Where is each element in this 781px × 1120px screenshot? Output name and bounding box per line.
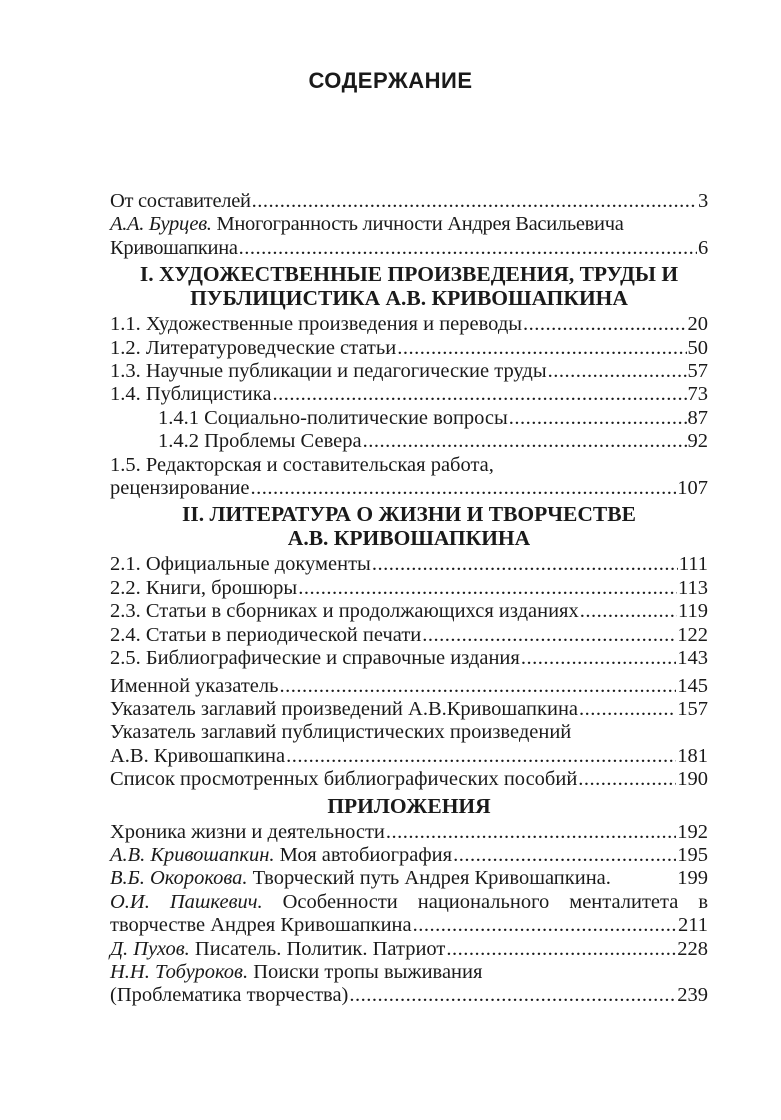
page-number: 122: [677, 623, 708, 646]
entry-title: 1.3. Научные публикации и педагогические труды: [110, 360, 547, 383]
dot-leader: [422, 624, 676, 647]
entry-title: 2.4. Статьи в периодической печати: [110, 623, 422, 646]
page-number: 181: [677, 744, 708, 767]
toc-entry-line: [110, 313, 708, 336]
dot-leader: [523, 313, 686, 336]
page-number: 113: [678, 576, 708, 599]
entry-title: Список просмотренных библиографических пособий: [110, 768, 578, 791]
toc-entry[interactable]: [110, 891, 708, 938]
entry-title: 1.4. Публицистика: [110, 383, 272, 406]
entry-title: 2.3. Статьи в сборниках и продолжающихся изданиях: [110, 600, 579, 623]
entry-title: 1.4.2 Проблемы Севера: [158, 430, 362, 453]
toc-entry[interactable]: [110, 190, 708, 213]
dot-leader: [580, 600, 677, 623]
toc-entry-line: [110, 891, 708, 914]
toc-entry-line: [110, 553, 708, 576]
entry-title: А.В. Кривошапкина: [110, 744, 286, 767]
section-heading: ПРИЛОЖЕНИЯ: [327, 793, 491, 818]
toc-entry[interactable]: [110, 407, 708, 430]
page-number: 6: [698, 236, 708, 259]
page-number: 195: [677, 843, 708, 866]
dot-leader: [509, 407, 687, 430]
entry-title: 2.5. Библиографические и справочные издания: [110, 647, 520, 670]
dot-leader: [386, 821, 676, 844]
toc-entry-line: [110, 721, 708, 744]
dot-leader: [578, 768, 676, 791]
page-number: 3: [698, 190, 708, 212]
dot-leader: [286, 745, 676, 768]
toc-entry-line: [110, 647, 708, 670]
page-number: 143: [677, 647, 708, 670]
dot-leader: [349, 984, 676, 1007]
page-number: 192: [677, 820, 708, 843]
toc-entry[interactable]: [110, 553, 708, 576]
section-heading: ПУБЛИЦИСТИКА А.В. КРИВОШАПКИНА: [190, 286, 628, 311]
toc-entry-line: [110, 600, 708, 623]
dot-leader: [252, 190, 697, 213]
dot-leader: [363, 430, 687, 453]
toc-entry-line: [110, 237, 708, 260]
entry-title: Указатель заглавий публицистических произведений: [110, 721, 572, 744]
toc-entry-line: [110, 768, 708, 791]
dot-leader: [611, 867, 677, 890]
toc-entry[interactable]: [110, 213, 708, 260]
entry-author: Н.Н. Тобуроков.: [110, 960, 249, 983]
toc-entry-line: [110, 675, 708, 698]
toc-entry-line: [110, 698, 708, 721]
dot-leader: [397, 337, 686, 360]
toc-entry-line: [110, 961, 708, 984]
dot-leader: [579, 698, 676, 721]
toc-entry[interactable]: [110, 313, 708, 336]
toc-entry-line: [110, 337, 708, 360]
toc-entry[interactable]: [110, 360, 708, 383]
entry-author: О.И. Пашкевич.: [110, 890, 263, 913]
toc-entry[interactable]: [110, 844, 708, 867]
page-title: СОДЕРЖАНИЕ: [308, 68, 473, 93]
page-number: 57: [687, 360, 708, 383]
toc-entry[interactable]: [110, 454, 708, 501]
entry-title: творчестве Андрея Кривошапкина: [110, 914, 412, 937]
section-heading: I. ХУДОЖЕСТВЕННЫЕ ПРОИЗВЕДЕНИЯ, ТРУДЫ И: [139, 262, 679, 287]
table-of-contents: [110, 190, 708, 1008]
page-number: 145: [677, 674, 708, 697]
dot-leader: [239, 237, 697, 260]
toc-entry[interactable]: [110, 600, 708, 623]
toc-entry[interactable]: [110, 961, 708, 1008]
entry-title: Творческий путь Андрея Кривошапкина.: [252, 867, 611, 890]
dot-leader: [521, 647, 676, 670]
toc-entry[interactable]: [110, 698, 708, 721]
dot-leader: [413, 914, 677, 937]
dot-leader: [298, 577, 677, 600]
toc-entry[interactable]: [110, 624, 708, 647]
toc-entry-line: [110, 360, 708, 383]
page-number: 50: [687, 336, 708, 359]
entry-title: 1.5. Редакторская и составительская работа,: [110, 453, 494, 476]
page-number: 111: [678, 553, 708, 576]
toc-entry-line: [110, 454, 708, 477]
toc-entry-line: [110, 624, 708, 647]
toc-entry[interactable]: [110, 430, 708, 453]
entry-title: Кривошапкина: [110, 236, 238, 259]
entry-title: (Проблематика творчества): [110, 984, 349, 1007]
dot-leader: [548, 360, 687, 383]
toc-entry-line: [110, 213, 708, 236]
entry-author: А.А. Бурцев.: [110, 213, 212, 236]
entry-author: В.Б. Окорокова.: [110, 867, 248, 890]
entry-title: Хроника жизни и деятельности: [110, 820, 385, 843]
page-number: 119: [678, 600, 708, 623]
toc-entry-line: [110, 821, 708, 844]
entry-author: А.В. Кривошапкин.: [110, 843, 275, 866]
dot-leader: [372, 553, 678, 576]
toc-entry-line: [110, 745, 708, 768]
toc-entry[interactable]: [110, 675, 708, 698]
page-number: 211: [678, 914, 708, 937]
page-number: 228: [677, 937, 708, 960]
toc-entry-line: [110, 984, 708, 1007]
dot-leader: [453, 844, 676, 867]
section-heading: А.В. КРИВОШАПКИНА: [287, 526, 531, 551]
toc-entry[interactable]: [110, 647, 708, 670]
section-heading: II. ЛИТЕРАТУРА О ЖИЗНИ И ТВОРЧЕСТВЕ: [182, 502, 636, 527]
toc-entry-line: [110, 383, 708, 406]
page-number: 199: [677, 867, 708, 890]
toc-entry-line: [110, 477, 708, 500]
toc-entry[interactable]: [110, 337, 708, 360]
dot-leader: [273, 383, 687, 406]
entry-title: 1.1. Художественные произведения и переводы: [110, 313, 523, 336]
entry-title: Именной указатель: [110, 674, 279, 697]
toc-entry-line: [110, 938, 708, 961]
entry-title: Особенности национального менталитета в: [282, 890, 708, 913]
entry-title: Моя автобиография: [279, 843, 453, 866]
toc-entry[interactable]: [110, 577, 708, 600]
entry-title: Указатель заглавий произведений А.В.Кривошапкина: [110, 697, 579, 720]
toc-entry[interactable]: [110, 867, 708, 890]
page-number: 190: [677, 768, 708, 791]
entry-title: Поиски тропы выживания: [253, 960, 483, 983]
entry-title: 1.2. Литературоведческие статьи: [110, 336, 397, 359]
page-number: 73: [687, 383, 708, 406]
toc-entry-line: [110, 577, 708, 600]
page-number: 157: [677, 697, 708, 720]
toc-entry[interactable]: [110, 721, 708, 768]
toc-entry-line: [110, 844, 708, 867]
toc-entry[interactable]: [110, 383, 708, 406]
toc-entry-line: [110, 430, 708, 453]
dot-leader: [251, 477, 677, 500]
entry-title: рецензирование: [110, 477, 250, 500]
page-number: 92: [687, 430, 708, 453]
toc-entry[interactable]: [110, 821, 708, 844]
page-number: 107: [677, 477, 708, 500]
toc-entry[interactable]: [110, 938, 708, 961]
dot-leader: [446, 938, 676, 961]
page-number: 239: [677, 984, 708, 1007]
toc-entry-line: [110, 867, 708, 890]
page-number: 87: [687, 406, 708, 429]
dot-leader: [279, 675, 676, 698]
entry-title: 1.4.1 Социально-политические вопросы: [158, 406, 508, 429]
toc-entry-line: [110, 190, 708, 213]
toc-entry-line: [110, 914, 708, 937]
entry-author: Д. Пухов.: [110, 937, 190, 960]
page-number: 20: [687, 313, 708, 336]
toc-entry-line: [110, 407, 708, 430]
entry-title: 2.1. Официальные документы: [110, 553, 371, 576]
entry-title: Многогранность личности Андрея Васильевича: [216, 213, 624, 236]
entry-title: От составителей: [110, 190, 251, 212]
toc-entry[interactable]: [110, 768, 708, 791]
entry-title: 2.2. Книги, брошюры: [110, 576, 298, 599]
entry-title: Писатель. Политик. Патриот: [194, 937, 446, 960]
